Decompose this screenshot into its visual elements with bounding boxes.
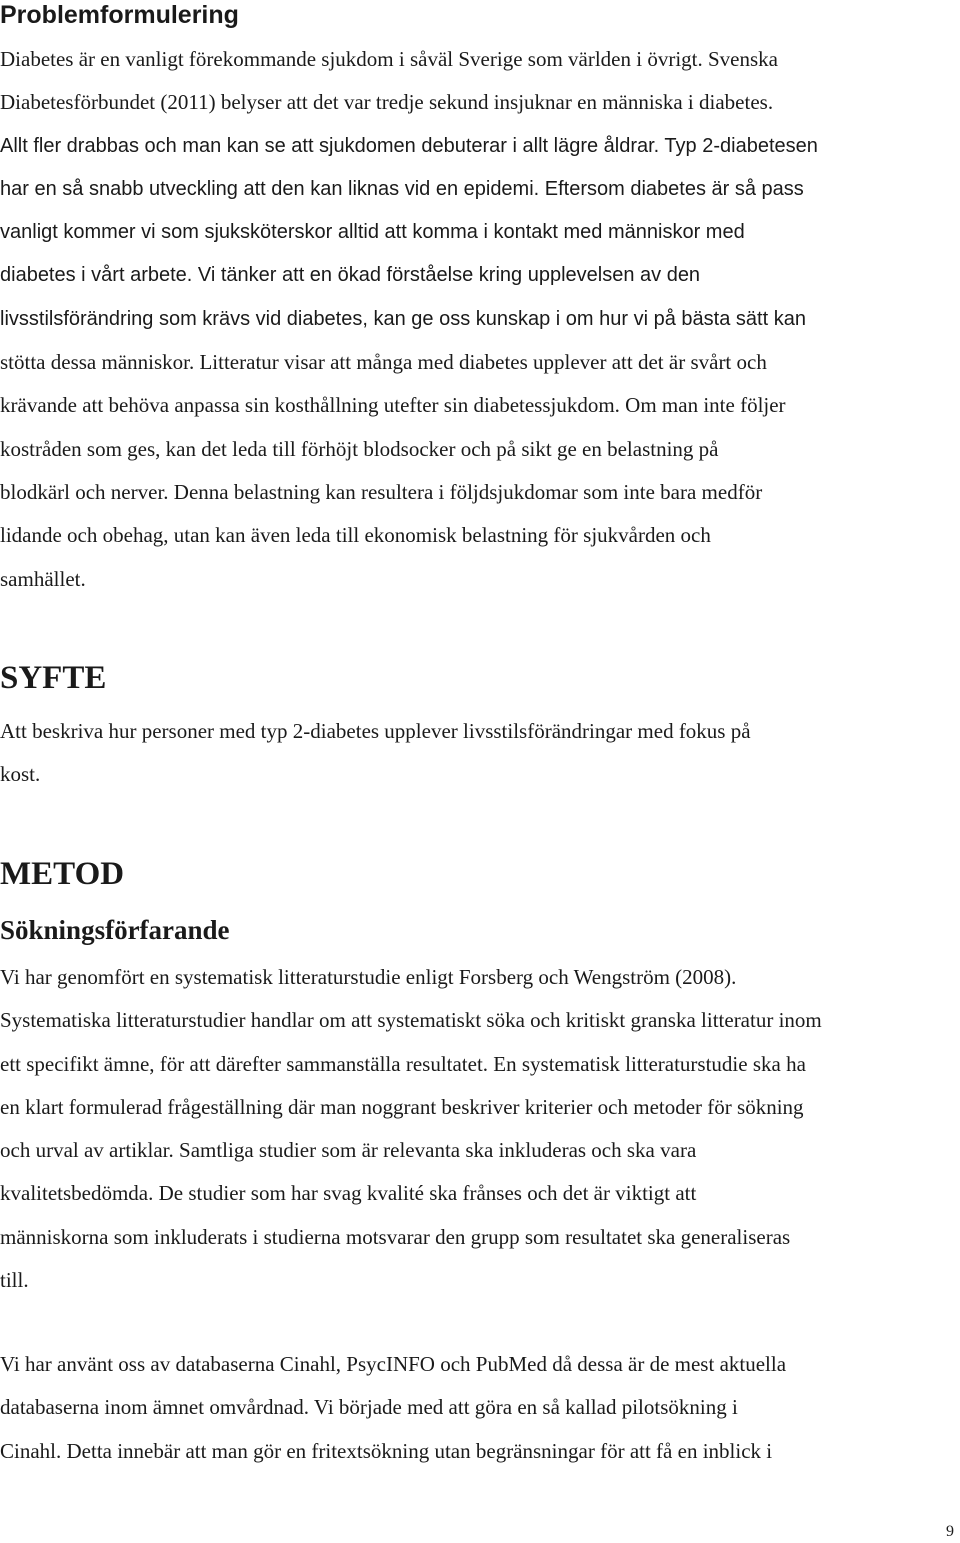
text-line: samhället. [0,566,86,591]
heading-syfte: SYFTE [0,660,107,696]
text-line: krävande att behöva anpassa sin kosthållning utefter sin diabetessjukdom. Om man inte följer [0,393,786,418]
text-line: Allt fler drabbas och man kan se att sjukdomen debuterar i allt lägre åldrar. Typ 2-diabetesen [0,134,818,157]
text-line: diabetes i vårt arbete. Vi tänker att en ökad förståelse kring upplevelsen av den [0,264,701,287]
text-line: Diabetesförbundet (2011) belyser att det var tredje sekund insjuknar en människa i diabetes. [0,90,774,115]
text-line: Vi har använt oss av databaserna Cinahl, PsycINFO och PubMed då dessa är de mest aktuella [0,1352,787,1376]
text-line: en klart formulerad frågeställning där man noggrant beskriver kriterier och metoder för sökning [0,1094,804,1119]
text-line: har en så snabb utveckling att den kan liknas vid en epidemi. Eftersom diabetes är så pass [0,177,804,200]
text-line: blodkärl och nerver. Denna belastning kan resultera i följdsjukdomar som inte bara medför [0,479,763,504]
heading-metod: METOD [0,856,125,892]
text-line: Vi har genomfört en systematisk litteraturstudie enligt Forsberg och Wengström (2008). [0,965,737,989]
text-line: och urval av artiklar. Samtliga studier som är relevanta ska inkluderas och ska vara [0,1138,697,1163]
heading-sokningsforfarande: Sökningsförfarande [0,915,230,945]
text-line: kvalitetsbedömda. De studier som har svag kvalité ska frånses och det är viktigt att [0,1181,697,1206]
metod-paragraph [0,956,960,1302]
text-line: lidande och obehag, utan kan även leda till ekonomisk belastning för sjukvården och [0,523,711,548]
text-line: människorna som inkluderats i studierna motsvarar den grupp som resultatet ska generaliseras [0,1224,791,1249]
text-line: livsstilsförändring som krävs vid diabetes, kan ge oss kunskap i om hur vi på bästa sätt kan [0,307,806,330]
text-line: databaserna inom ämnet omvårdnad. Vi började med att göra en så kallad pilotsökning i [0,1395,738,1420]
heading-problemformulering: Problemformulering [0,1,239,29]
text-line: Diabetes är en vanligt förekommande sjukdom i såväl Sverige som världen i övrigt. Svenska [0,47,778,71]
database-paragraph [0,1343,960,1473]
syfte-paragraph [0,710,960,797]
text-line: Att beskriva hur personer med typ 2-diabetes upplever livsstilsförändringar med fokus på [0,719,751,743]
page-number: 9 [946,1523,954,1540]
text-line: Systematiska litteraturstudier handlar om att systematiskt söka och kritiskt granska litteratur inom [0,1008,822,1033]
problem-paragraph [0,38,960,601]
text-line: kostråden som ges, kan det leda till förhöjt blodsocker och på sikt ge en belastning på [0,436,719,461]
text-line: Cinahl. Detta innebär att man gör en fritextsökning utan begränsningar för att få en inblick i [0,1438,773,1463]
text-line: ett specifikt ämne, för att därefter sammanställa resultatet. En systematisk litteraturstudie ska ha [0,1051,806,1076]
text-line: till. [0,1268,29,1293]
text-line: vanligt kommer vi som sjuksköterskor alltid att komma i kontakt med människor med [0,221,745,244]
text-line: kost. [0,762,41,787]
text-line: stötta dessa människor. Litteratur visar att många med diabetes upplever att det är svårt och [0,350,767,375]
